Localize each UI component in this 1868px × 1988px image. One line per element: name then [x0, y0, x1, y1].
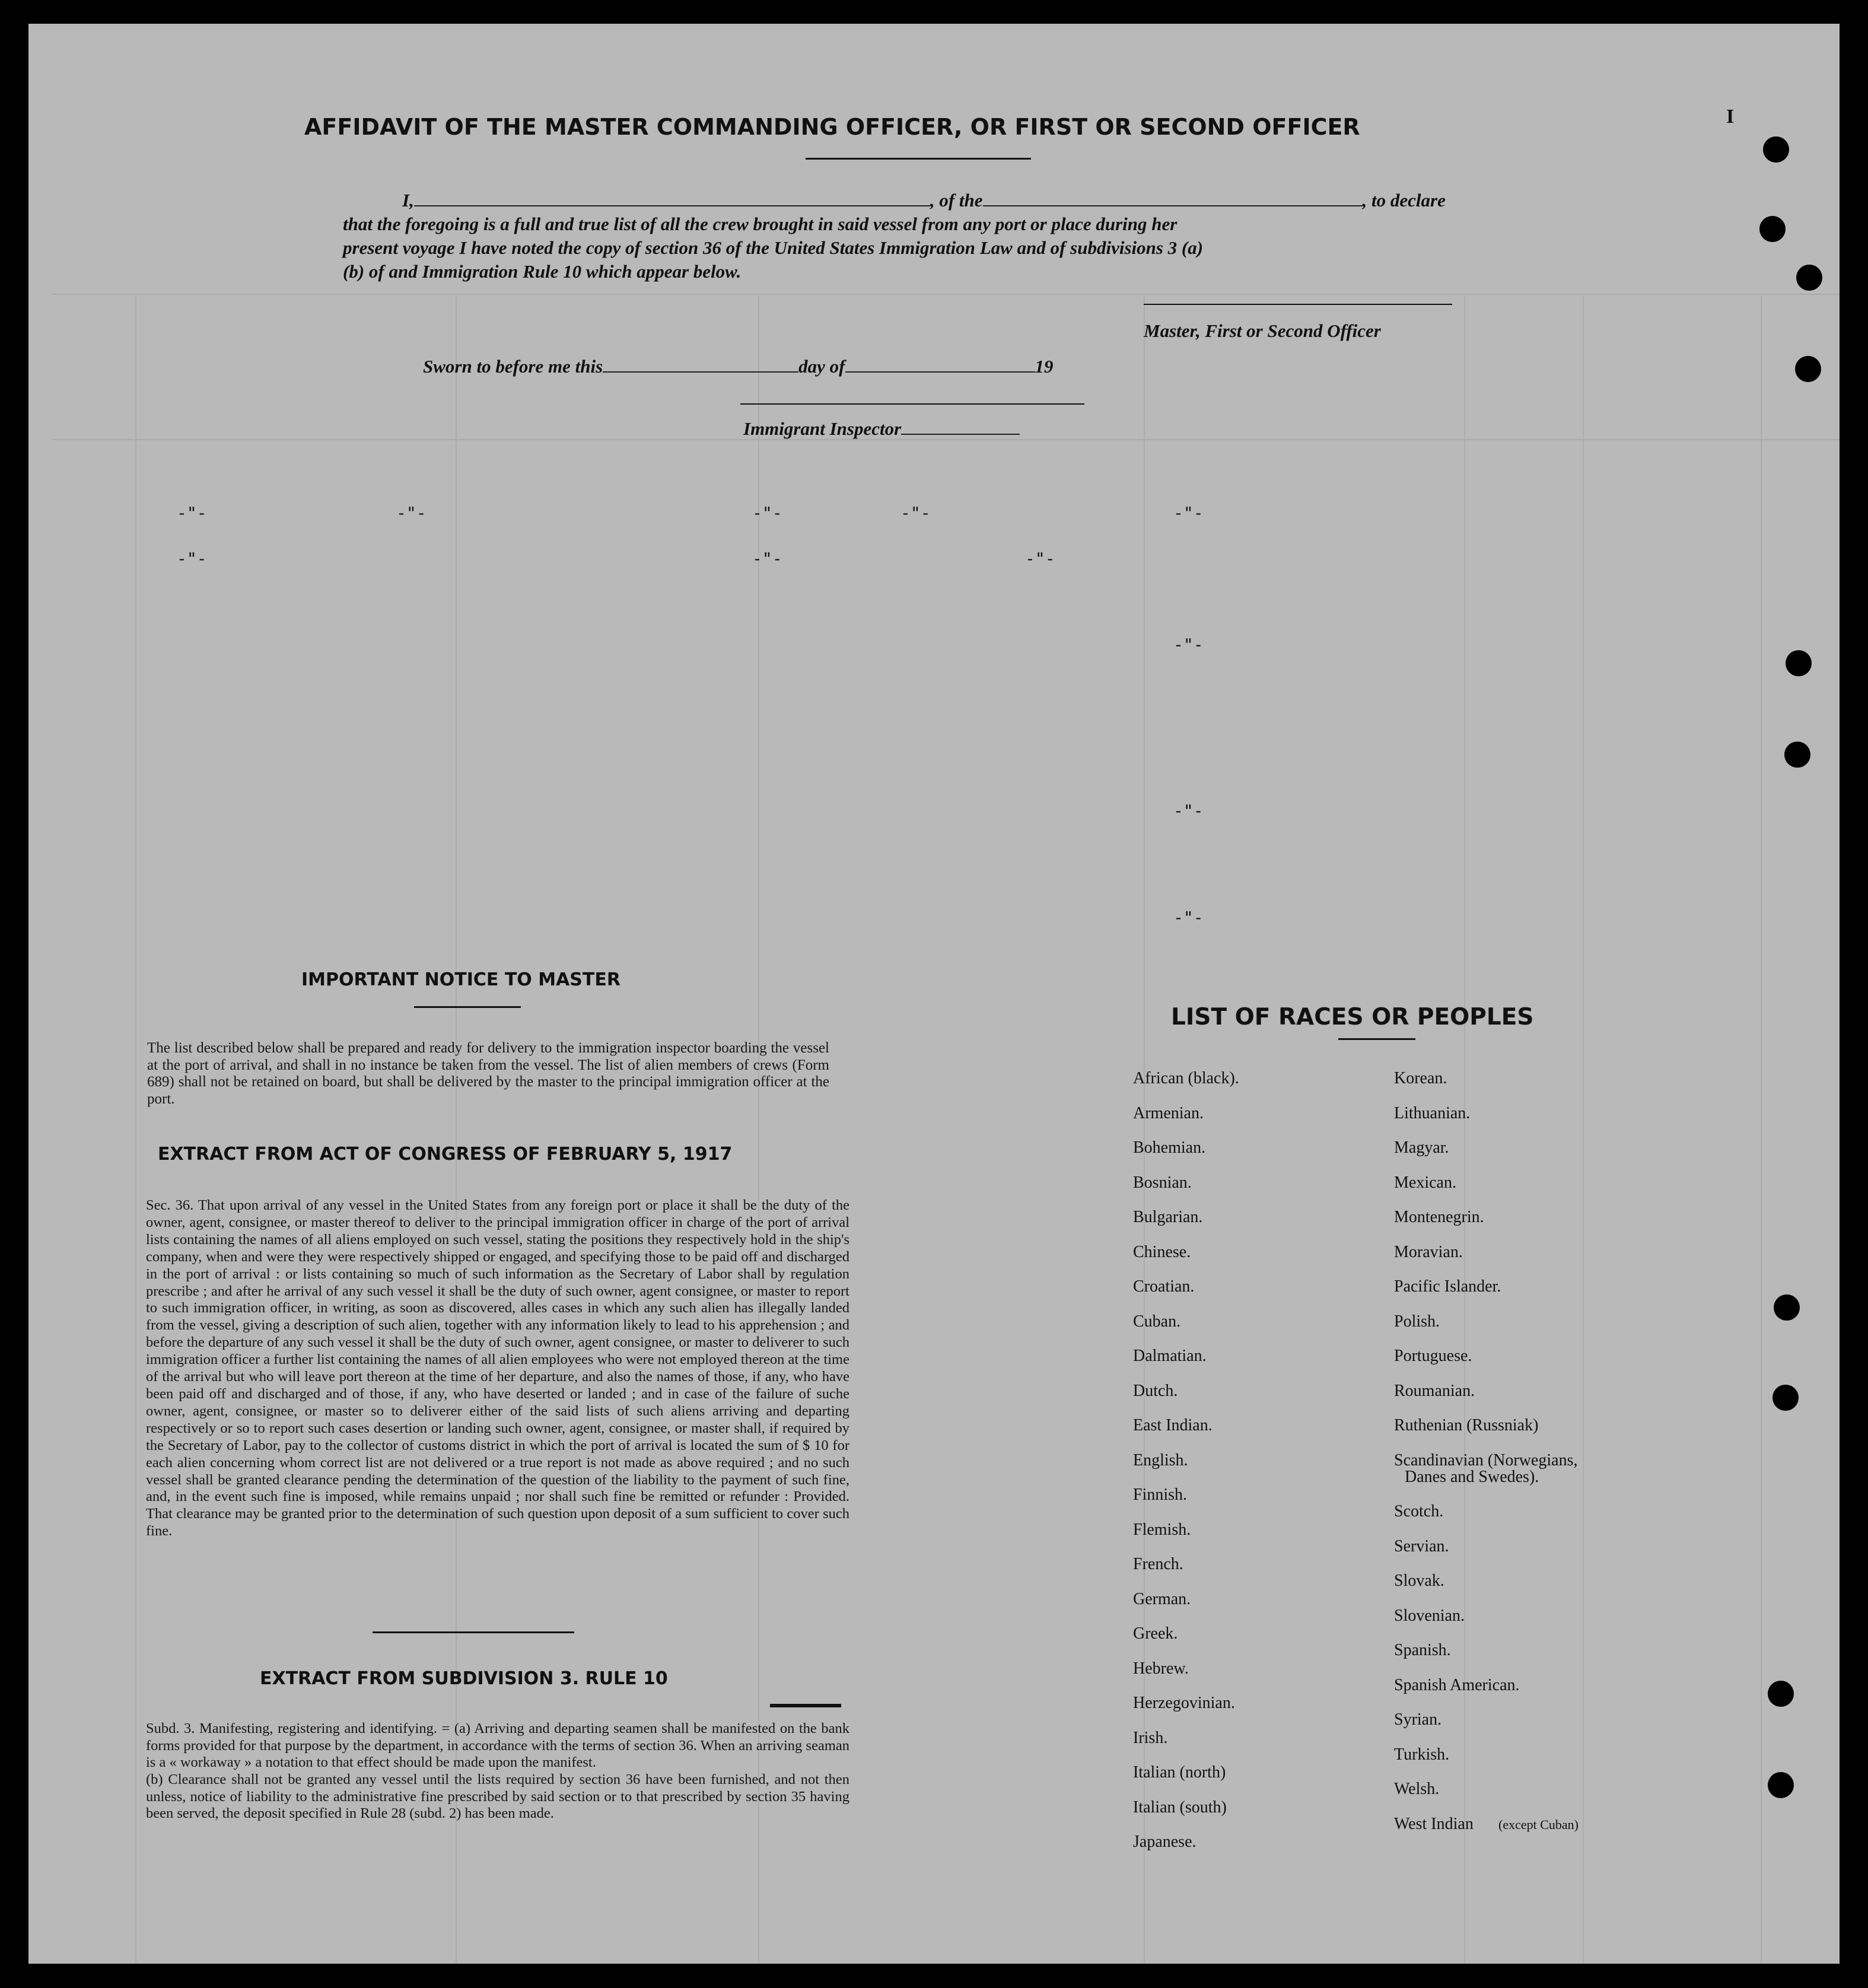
race-item: Croatian. [1133, 1277, 1195, 1296]
sworn-line: Sworn to before me this day of 19 [423, 356, 1054, 377]
inspector-blank [901, 434, 1020, 435]
race-item: Ruthenian (Russniak) [1394, 1416, 1539, 1434]
race-item: East Indian. [1133, 1416, 1213, 1434]
race-item: Irish. [1133, 1728, 1168, 1747]
race-item: African (black). [1133, 1069, 1239, 1087]
race-note: (except Cuban) [1498, 1817, 1579, 1832]
inspector-line: Immigrant Inspector [743, 418, 1020, 440]
race-item: Bohemian. [1133, 1138, 1206, 1157]
ditto-mark: -"- [1025, 549, 1055, 568]
bleed-rule [1464, 297, 1465, 1964]
race-item: Montenegrin. [1394, 1208, 1484, 1226]
punch-hole [1763, 136, 1789, 163]
bleed-rule [758, 297, 759, 1964]
act-title: EXTRACT FROM ACT OF CONGRESS OF FEBRUARY 5, 1917 [158, 1144, 733, 1165]
race-item: Pacific Islander. [1394, 1277, 1501, 1296]
race-item: English. [1133, 1451, 1188, 1469]
ditto-mark: -"- [752, 503, 782, 523]
rule-underline [770, 1704, 841, 1707]
margin-mark: I [1726, 106, 1735, 128]
ditto-mark: -"- [1173, 801, 1204, 820]
race-item: Scotch. [1394, 1502, 1444, 1521]
signature-line [1144, 304, 1452, 305]
ditto-mark: -"- [900, 503, 931, 523]
race-item: Servian. [1394, 1537, 1449, 1556]
affidavit-line-1: I, , of the , to declare [402, 190, 1446, 211]
affidavit-line-3: present voyage I have noted the copy of section 36 of the United States Immigration Law and of subdivisions 3 (a) [343, 237, 1204, 258]
race-item: Hebrew. [1133, 1659, 1189, 1678]
document-page [28, 24, 1840, 1964]
punch-hole [1786, 650, 1812, 676]
race-item: Danes and Swedes). [1405, 1467, 1539, 1486]
punch-hole [1796, 265, 1822, 291]
race-item: Cuban. [1133, 1312, 1181, 1331]
bleed-through-stamp [995, 249, 1245, 1732]
races-rule [1338, 1038, 1415, 1040]
race-item: Finnish. [1133, 1486, 1188, 1504]
affidavit-line-2: that the foregoing is a full and true list of all the crew brought in said vessel from any port or place during her [343, 214, 1178, 234]
bleed-rule [52, 294, 1840, 295]
race-item: Dutch. [1133, 1381, 1178, 1400]
master-name-blank [414, 205, 930, 206]
race-item: Italian (north) [1133, 1763, 1226, 1782]
affidavit-line-4: (b) of and Immigration Rule 10 which appear below. [343, 261, 742, 282]
race-item: Slovenian. [1394, 1606, 1465, 1625]
race-item: Polish. [1394, 1312, 1440, 1331]
vessel-name-blank [983, 205, 1363, 206]
bleed-rule [135, 297, 136, 1964]
title-underline [806, 158, 1031, 160]
punch-hole [1795, 356, 1821, 382]
race-item: Syrian. [1394, 1710, 1442, 1729]
ditto-mark: -"- [396, 503, 427, 523]
rule-text-a: Subd. 3. Manifesting, registering and identifying. = (a) Arriving and departing seamen shall be manifested on the bank forms provided for that purpose by the department, in accordance with the terms of section 36. When an arriving seaman is a « workaway » a notation to that effect should be made upon the manifest. [146, 1720, 849, 1771]
sworn-month-blank [845, 371, 1035, 373]
bleed-rule [1583, 297, 1584, 1964]
race-item: Dalmatian. [1133, 1347, 1207, 1365]
ditto-mark: -"- [177, 503, 207, 523]
race-item: Roumanian. [1394, 1381, 1475, 1400]
act-text: Sec. 36. That upon arrival of any vessel in the United States from any foreign port or place it shall be the duty of the owner, agent, consignee, or master thereof to deliver to the principal immigration officer in charge of the port of arrival lists containing the names of all aliens employed on such vessel, stating the positions they respectively hold in the ship's company, when and were they were respectively shipped or engaged, and specifying those to be paid off and discharged in the port of arrival : or lists containing so much of such information as the Secretary of Labor shall by regulation prescribe ; and after he arrival of any such vessel it shall be the duty of such owner, agent consignee, or master to report to such immigration officer, in writing, as soon as discovered, alles cases in which any such alien has illegally landed from the vessel, giving a description of such alien, together with any information likely to lead to his apprehension ; and before the departure of any such vessel it shall be the duty of such owner, agent consignee, or master to deliverer to such immigration officer a further list containing the names of all alien employees who were not employed thereon at the time of the arrival but who will leave port thereon at the time of her departure, and also the names of those, if any, who have been paid off and discharged and of those, if any, who have deserted or landed ; and in case of the failure of suche owner, agent, consignee, or master so to deliverer either of the said lists of such aliens arriving and departing respectively or so to report such cases desertion or landing such owner, agent, consignee, or master shall, if required by the Secretary of Labor, pay to the collector of customs district in which the port of arrival is located the sum of $ 10 for each alien concerning whom correct list are not delivered or a true report is not made as above required ; and no such vessel shall be granted clearance pending the determination of the question of the liability to the payment of such fine, and, in the event such fine is imposed, while remains unpaid ; nor shall such fine be remitted or refunder : Provided. That clearance may be granted prior to the determination of such question upon deposit of a sum sufficient to cover such fine. [146, 1197, 849, 1539]
race-item: Bosnian. [1133, 1173, 1192, 1192]
ditto-mark: -"- [1173, 908, 1204, 927]
notice-rule [414, 1006, 521, 1008]
race-item: Spanish American. [1394, 1675, 1520, 1694]
notice-text: The list described below shall be prepared and ready for delivery to the immigration inspector boarding the vessel at the port of arrival, and shall in no instance be taken from the vessel. The list of alien members of crews (Form 689) shall not be retained on board, but shall be delivered by the master to the principal immigration officer at the port. [147, 1040, 829, 1107]
race-item: Armenian. [1133, 1103, 1204, 1122]
race-item: Herzegovinian. [1133, 1694, 1235, 1712]
punch-hole [1768, 1681, 1794, 1707]
ditto-mark: -"- [752, 549, 782, 568]
race-item: Flemish. [1133, 1520, 1191, 1539]
race-item: Korean. [1394, 1069, 1447, 1087]
act-rule [373, 1631, 574, 1633]
punch-hole [1772, 1385, 1799, 1411]
race-item: Magyar. [1394, 1138, 1449, 1157]
races-title: LIST OF RACES OR PEOPLES [1171, 1004, 1534, 1030]
rule-title: EXTRACT FROM SUBDIVISION 3. RULE 10 [260, 1668, 668, 1689]
race-item: French. [1133, 1555, 1183, 1573]
bleed-rule [1761, 297, 1762, 1964]
race-item: Mexican. [1394, 1173, 1456, 1192]
race-item: German. [1133, 1589, 1191, 1608]
notice-title: IMPORTANT NOTICE TO MASTER [301, 969, 620, 990]
race-item: Turkish. [1394, 1745, 1450, 1764]
race-item: Scandinavian (Norwegians, [1394, 1451, 1578, 1469]
race-item: Japanese. [1133, 1833, 1196, 1851]
punch-hole [1774, 1294, 1800, 1321]
race-item: Italian (south) [1133, 1798, 1227, 1817]
race-item: Chinese. [1133, 1242, 1191, 1261]
ditto-mark: -"- [1173, 635, 1204, 654]
ditto-mark: -"- [1173, 503, 1204, 523]
race-item: Bulgarian. [1133, 1208, 1203, 1226]
punch-hole [1759, 216, 1786, 242]
race-item: Moravian. [1394, 1242, 1463, 1261]
punch-hole [1768, 1772, 1794, 1798]
punch-hole [1784, 742, 1810, 768]
bleed-rule [456, 297, 457, 1964]
signature-label: Master, First or Second Officer [1144, 320, 1381, 341]
inspector-signature-line [740, 403, 1084, 405]
race-item: West Indian [1394, 1814, 1474, 1833]
race-item: Welsh. [1394, 1780, 1440, 1798]
ditto-mark: -"- [177, 549, 207, 568]
race-item: Greek. [1133, 1624, 1178, 1643]
affidavit-title: AFFIDAVIT OF THE MASTER COMMANDING OFFICER, OR FIRST OR SECOND OFFICER [304, 114, 1360, 140]
race-item: Portuguese. [1394, 1347, 1472, 1365]
sworn-day-blank [603, 371, 798, 373]
race-item: Lithuanian. [1394, 1103, 1471, 1122]
race-item: Spanish. [1394, 1641, 1451, 1659]
race-item: Slovak. [1394, 1572, 1444, 1590]
rule-text-b: (b) Clearance shall not be granted any vessel until the lists required by section 36 have been furnished, and not then unless, notice of liability to the administrative fine prescribed by said section or to that prescribed by section 35 having been served, the deposit specified in Rule 28 (subd. 2) has been made. [146, 1771, 849, 1822]
